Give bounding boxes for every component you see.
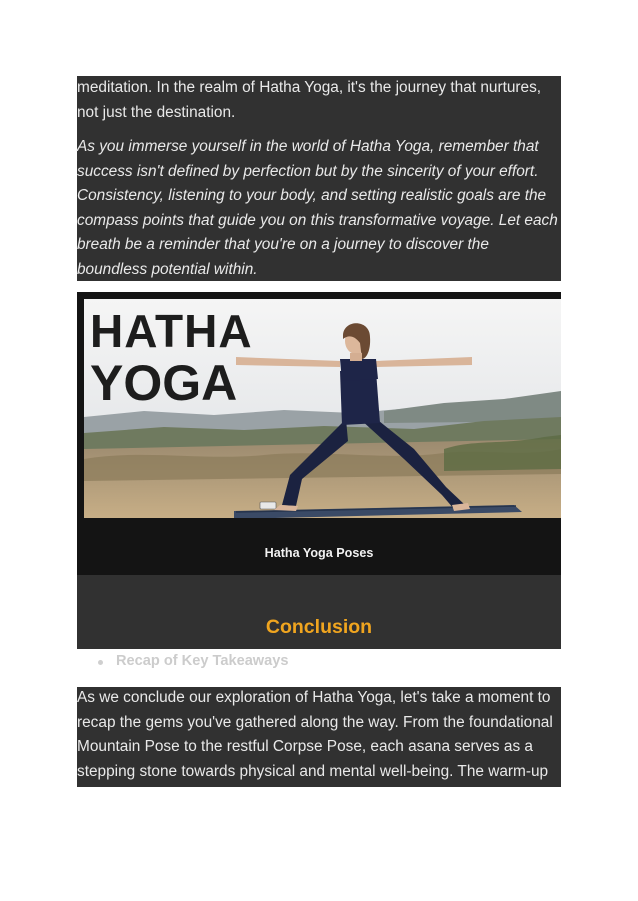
- conclusion-section: [77, 575, 561, 649]
- closing-text-block: [77, 687, 561, 787]
- list-item-label: Recap of Key Takeaways: [116, 653, 289, 669]
- intro-paragraph-2: As you immerse yourself in the world of Hatha Yoga, remember that success isn't defined by perfection but by the sincerity of your effort. Consistency, listening to your body, and setting realistic goals are the compass points that guide you on this transformative voyage. Let each breath be a reminder that you're on a journey to discover the boundless potential within.: [77, 138, 558, 278]
- intro-text-block: [77, 76, 561, 281]
- conclusion-heading: Conclusion: [265, 616, 373, 638]
- overlay-title-line-1: HATHA: [90, 305, 253, 357]
- figure-caption: Hatha Yoga Poses: [264, 546, 374, 560]
- closing-paragraph: As we conclude our exploration of Hatha Yoga, let's take a moment to recap the gems you've gathered along the way. From the foundational Mountain Pose to the restful Corpse Pose, each asana serves as a stepping stone towards physical and mental well-being. The warm-up: [77, 689, 553, 780]
- bullet-icon: [98, 660, 103, 665]
- hatha-yoga-photo: [84, 299, 561, 518]
- overlay-title-line-2: YOGA: [90, 355, 238, 411]
- hatha-yoga-figure: [77, 292, 561, 575]
- intro-paragraph-1: meditation. In the realm of Hatha Yoga, it's the journey that nurtures, not just the destination.: [77, 79, 542, 121]
